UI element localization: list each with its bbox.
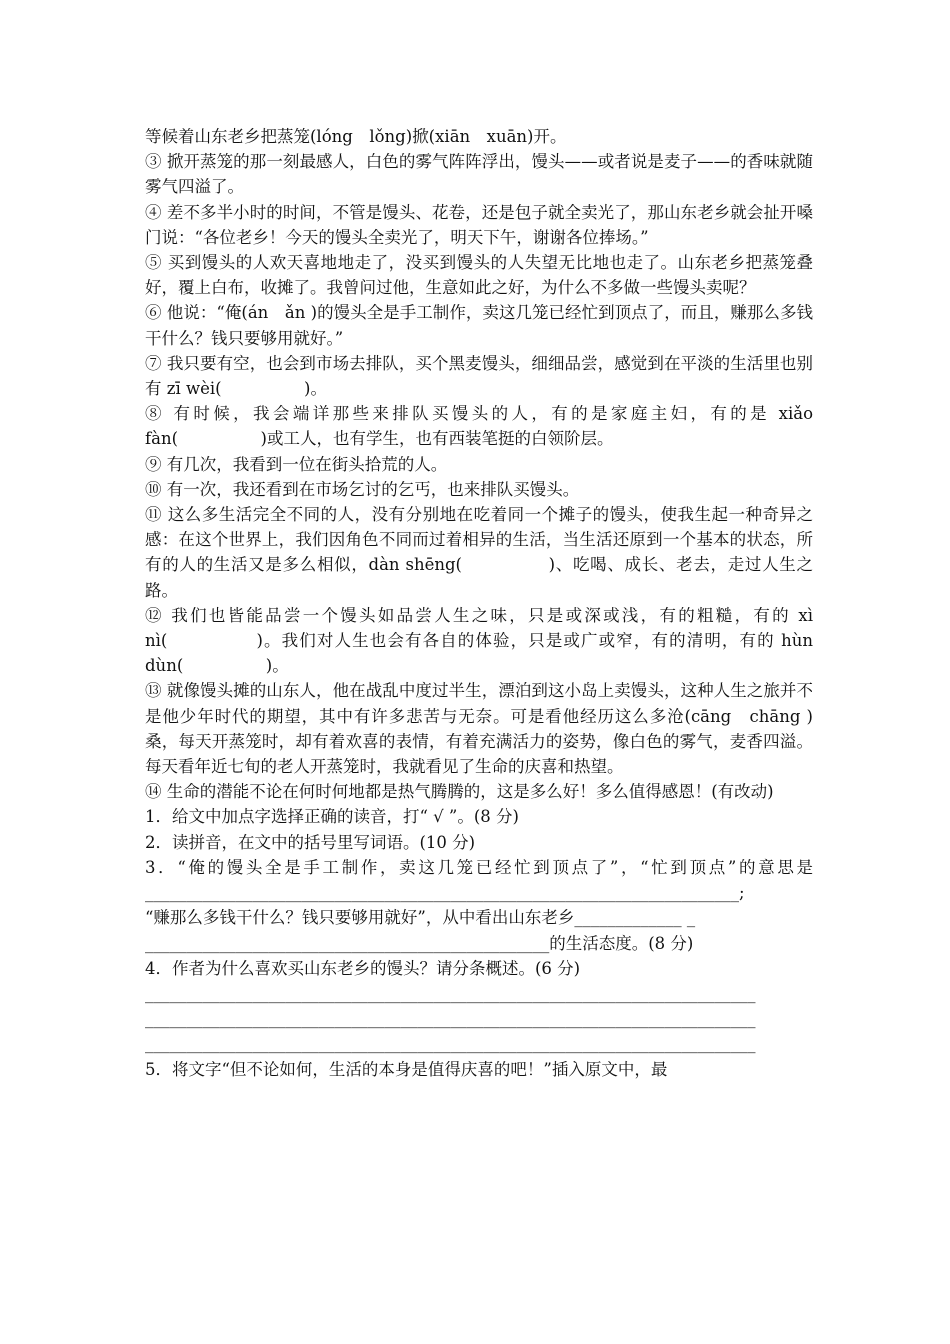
question-5: 5．将文字“但不论如何，生活的本身是值得庆喜的吧！”插入原文中，最 bbox=[145, 1059, 668, 1079]
paragraph-7: ⑦ 我只要有空，也会到市场去排队，买个黑麦馒头，细细品尝，感觉到在平淡的生活里也别有 zī wèi( )。 bbox=[145, 353, 813, 399]
question-3-part-3: _________________________________________________的生活态度。(8 分) bbox=[145, 933, 694, 953]
paragraph-8: ⑧ 有时候，我会端详那些来排队买馒头的人，有的是家庭主妇，有的是 xiǎo fàn( )或工人，也有学生，也有西装笔挺的白领阶层。 bbox=[145, 404, 813, 449]
paragraph-14: ⑭ 生命的潜能不论在何时何地都是热气腾腾的，这是多么好！多么值得感恩！(有改动) bbox=[145, 782, 774, 802]
paragraph-12: ⑫ 我们也皆能品尝一个馒头如品尝人生之味，只是或深或浅，有的粗糙，有的 xì nì( )。我们对人生也会有各自的体验，只是或广或窄，有的清明，有的 hùn dùn( )。 bbox=[145, 605, 813, 676]
paragraph-3: ③ 掀开蒸笼的那一刻最感人，白色的雾气阵阵浮出，馒头——或者说是麦子——的香味就随雾气四溢了。 bbox=[145, 152, 813, 197]
paragraph-10: ⑩ 有一次，我还看到在市场乞讨的乞丐，也来排队买馒头。 bbox=[145, 479, 580, 499]
question-3: 3．“俺的馒头全是手工制作，卖这几笼已经忙到顶点了”，“忙到顶点”的意思是________________________________________________________________________; bbox=[145, 857, 813, 903]
answer-line: __________________________________________________________________________ bbox=[145, 1034, 756, 1054]
question-2: 2．读拼音，在文中的括号里写词语。(10 分) bbox=[145, 832, 476, 852]
paragraph-13: ⑬ 就像馒头摊的山东人，他在战乱中度过半生，漂泊到这小岛上卖馒头，这种人生之旅并不是他少年时代的期望，其中有许多悲苦与无奈。可是看他经历这么多沧(cāng chāng )桑，每天开蒸笼时，却有着欢喜的表情，有着充满活力的姿势，像白色的雾气，麦香四溢。每天看年近七旬的老人开蒸笼时，我就看见了生命的庆喜和热望。 bbox=[145, 681, 813, 777]
paragraph-9: ⑨ 有几次，我看到一位在街头拾荒的人。 bbox=[145, 454, 448, 474]
paragraph-5: ⑤ 买到馒头的人欢天喜地地走了，没买到馒头的人失望无比地也走了。山东老乡把蒸笼叠好，覆上白布，收摊了。我曾问过他，生意如此之好，为什么不多做一些馒头卖呢？ bbox=[145, 253, 813, 298]
answer-line: __________________________________________________________________________ bbox=[145, 983, 756, 1003]
paragraph-11: ⑪ 这么多生活完全不同的人，没有分别地在吃着同一个摊子的馒头，使我生起一种奇异之感：在这个世界上，我们因角色不同而过着相异的生活，当生活还原到一个基本的状态，所有的人的生活又是多么相似，dàn shēng( )、吃喝、成长、老去，走过人生之路。 bbox=[145, 505, 813, 600]
paragraph-4: ④ 差不多半小时的时间，不管是馒头、花卷，还是包子就全卖光了，那山东老乡就会扯开嗓门说：“各位老乡！今天的馒头全卖光了，明天下午，谢谢各位捧场。” bbox=[145, 202, 813, 247]
question-4: 4．作者为什么喜欢买山东老乡的馒头？请分条概述。(6 分) bbox=[145, 958, 581, 978]
document-page bbox=[145, 124, 813, 1082]
question-3-part-2: “赚那么多钱干什么？钱只要够用就好”，从中看出山东老乡_____________ _ bbox=[145, 908, 696, 928]
paragraph-6: ⑥ 他说：“俺(án ǎn )的馒头全是手工制作，卖这几笼已经忙到顶点了，而且，赚那么多钱干什么？钱只要够用就好。” bbox=[145, 303, 813, 348]
question-1: 1．给文中加点字选择正确的读音，打“ √ ”。(8 分) bbox=[145, 807, 519, 827]
paragraph-intro: 等候着山东老乡把蒸笼(lóng lǒng)掀(xiān xuān)开。 bbox=[145, 127, 567, 146]
answer-line: __________________________________________________________________________ bbox=[145, 1009, 756, 1029]
